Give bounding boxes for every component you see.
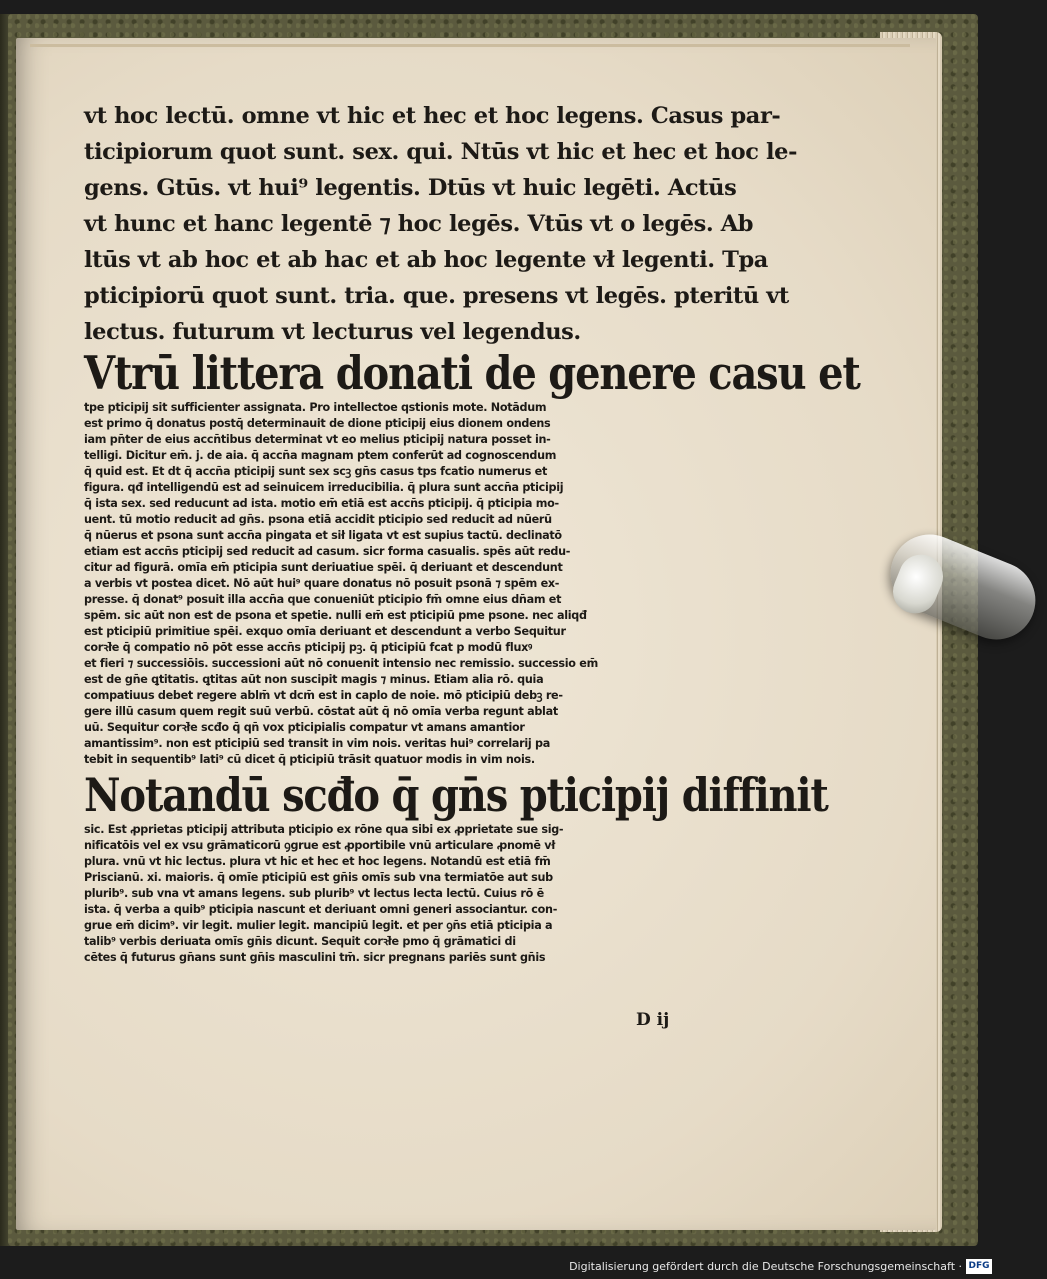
- section-one-text-line: iam pn̄ter de eius accn̄tibus determinat vt eo melius pticipij natura posset in-: [84, 433, 551, 446]
- section-two-text-line: grue em̄ dicim⁹. vir legit. mulier legit. mancipiū legit. et per ꝯn̄s etiā pticipia a: [84, 919, 553, 932]
- section-one-text-line: tebit in sequentib⁹ lati⁹ cū dicet q̄ pticipiū trāsit quatuor modis in vim nois.: [84, 753, 535, 766]
- signature-mark: D ij: [636, 1010, 670, 1030]
- upper-text-line: lectus. futurum vt lecturus vel legendus.: [84, 319, 581, 345]
- section-two-text-line: cētes q̄ futurus gn̄ans sunt gn̄is masculini tm̄. sicr pregnans pariēs sunt gn̄is: [84, 951, 546, 964]
- section-one-text-line: telligi. Dicitur em̄. j. de aia. q̄ accn̄a magnam ptem conferūt ad cognoscendum: [84, 449, 557, 462]
- section-two-text-line: ista. q̄ verba a quib⁹ pticipia nascunt et deriuant omni generi associantur. con-: [84, 903, 558, 916]
- upper-paragraph: [84, 98, 798, 350]
- section-one-text-line: presse. q̄ donat⁹ posuit illa accn̄a que conueniūt pticipio fm̄ omne eius dn̄am et: [84, 593, 562, 606]
- section-one-text-line: est primo q̄ donatus postq̄ determinauit de dione pticipij eius dionem ondens: [84, 417, 551, 430]
- section-one-paragraph: [84, 400, 696, 768]
- heading-utrum: Vtrū littera donati de genere casu et: [84, 346, 860, 401]
- section-one-text-line: citur ad figurā. omīa em̄ pticipia sunt deriuatiue spēi. q̄ deriuant et descendunt: [84, 561, 563, 574]
- section-one-text-line: est pticipiū primitiue spēi. exquo omīa deriuant et descendunt a verbo Sequitur: [84, 625, 566, 638]
- section-one-text-line: spēm. sic aūt non est de psona et spetie. nulli em̄ est pticipiū pme psone. nec aliqđ: [84, 609, 587, 622]
- upper-text-line: vt hoc lectū. omne vt hic et hec et hoc legens. Casus par-: [84, 103, 781, 129]
- upper-text-line: ltūs vt ab hoc et ab hac et ab hoc legente vł legenti. Tpa: [84, 247, 768, 273]
- section-one-text-line: gere illū casum quem regit suū verbū. cōstat aūt q̄ nō omīa verba regunt ablat: [84, 705, 558, 718]
- section-two-text-line: nificatōis vel ex vsu grāmaticorū ꝯgrue est ꝓportibile vnū articulare ꝓnomē vł: [84, 839, 556, 852]
- section-two-text-line: plura. vnū vt hic lectus. plura vt hic et hec et hoc legens. Notandū est etiā fm̄: [84, 855, 551, 868]
- section-one-text-line: amantissim⁹. non est pticipiū sed transit in vim nois. veritas hui⁹ correlarij pa: [84, 737, 550, 750]
- section-one-text-line: figura. qđ intelligendū est ad seinuicem irreducibilia. q̄ plura sunt accn̄a pticipij: [84, 481, 564, 494]
- section-one-text-line: q̄ quid est. Et dt q̄ accn̄a pticipij sunt sex scꝫ gn̄s casus tps fcatio numerus et: [84, 465, 547, 478]
- upper-text-line: gens. Gtūs. vt hui⁹ legentis. Dtūs vt huic legēti. Actūs: [84, 175, 737, 201]
- section-one-text-line: corꝛł̄e q̄ compatio nō pōt esse accn̄s pticipij pꝫ. q̄ pticipiū fcat p modū fluxꝰ: [84, 641, 532, 654]
- section-one-text-line: uent. tū motio reducit ad gn̄s. psona etiā accidit pticipio sed reducit ad nūerū: [84, 513, 552, 526]
- section-two-text-line: Priscianū. xi. maioris. q̄ omīe pticipiū est gn̄is omīs sub vna termiatōe aut sub: [84, 871, 553, 884]
- section-one-text-line: a verbis vt postea dicet. Nō aūt hui⁹ quare donatus nō posuit psonā ⁊ spēm ex-: [84, 577, 560, 590]
- section-one-text-line: q̄ nūerus et psona sunt accn̄a pingata et sił ligata vt est supius tactū. declinatō: [84, 529, 562, 542]
- upper-text-line: vt hunc et hanc legentē ⁊ hoc legēs. Vtūs vt o legēs. Ab: [84, 211, 754, 237]
- section-two-text-line: plurib⁹. sub vna vt amans legens. sub plurib⁹ vt lectus lecta lectū. Cuius rō ē: [84, 887, 544, 900]
- section-two-text-line: sic. Est ꝓprietas pticipij attributa pticipio ex rōne qua sibi ex ꝓprietate sue sig-: [84, 823, 564, 836]
- section-two-paragraph: [84, 822, 696, 966]
- text-block: [84, 98, 860, 966]
- section-one-text-line: uū. Sequitur corꝛł̄e scđo q̄ qn̄ vox pticipialis compatur vt amans amantior: [84, 721, 525, 734]
- section-one-text-line: etiam est accn̄s pticipij sed reducit ad casum. sicr forma casualis. spēs aūt redu-: [84, 545, 571, 558]
- section-two-text-line: talib⁹ verbis deriuata omīs gn̄is dicunt. Sequit corꝛł̄e pmo q̄ grāmatici di: [84, 935, 516, 948]
- section-one-text-line: et fieri ⁊ successiōis. successioni aūt nō conuenit intensio nec remissio. successio em̄: [84, 657, 598, 670]
- upper-text-line: pticipiorū quot sunt. tria. que. presens vt legēs. pteritū vt: [84, 283, 789, 309]
- section-one-text-line: compatiuus debet regere ablm̄ vt dcm̄ est in caplo de noie. mō pticipiū debꝫ re-: [84, 689, 563, 702]
- section-one-text-line: est de gn̄e ꝗtitatis. ꝗtitas aūt non suscipit magis ⁊ minus. Etiam alia rō. quia: [84, 673, 544, 686]
- dfg-logo: DFG: [966, 1259, 992, 1274]
- page-top-edge: [30, 44, 910, 47]
- section-one-text-line: q̄ ista sex. sed reducunt ad ista. motio em̄ etiā est accn̄s pticipij. q̄ pticipia mo-: [84, 497, 559, 510]
- section-one-text-line: tpe pticipij sit sufficienter assignata. Pro intellectoe qstionis mote. Notādum: [84, 401, 547, 414]
- digitization-credit: Digitalisierung gefördert durch die Deutsche Forschungsgemeinschaft ·: [569, 1260, 962, 1273]
- heading-notandum: Notandū scđo q̄ gn̄s pticipij diffinit: [84, 768, 828, 823]
- upper-text-line: ticipiorum quot sunt. sex. qui. Ntūs vt hic et hec et hoc le-: [84, 139, 798, 165]
